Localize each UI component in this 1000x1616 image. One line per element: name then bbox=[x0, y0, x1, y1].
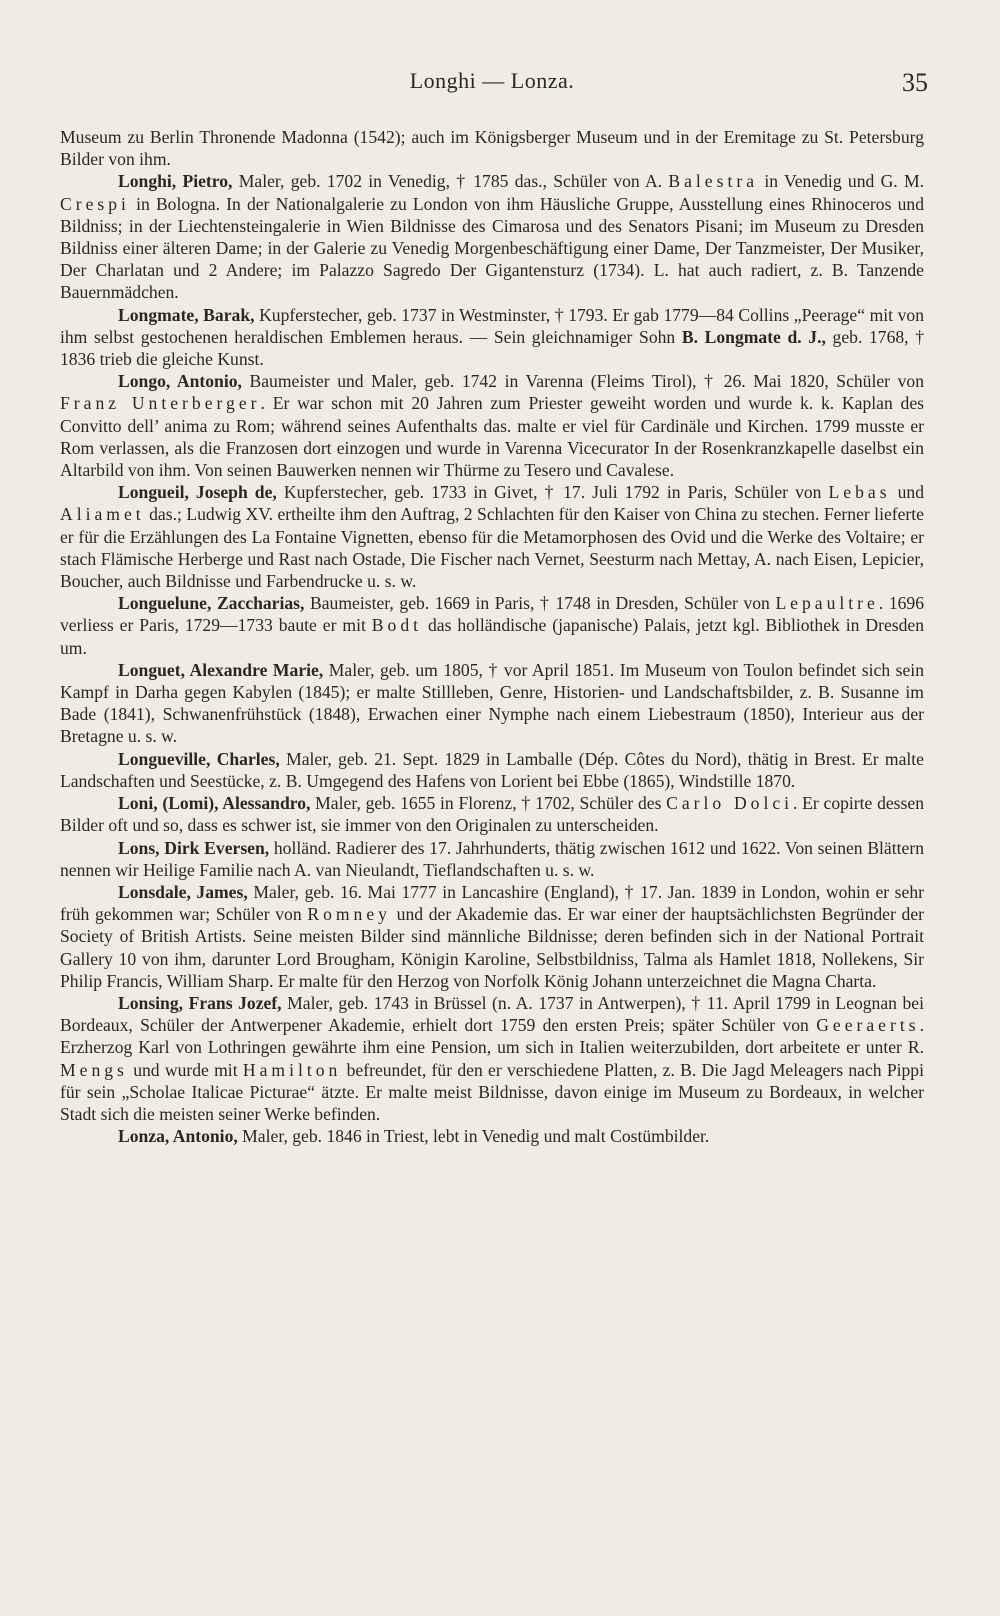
entry-headword: Lonza, Antonio, bbox=[118, 1126, 238, 1147]
dictionary-entry bbox=[60, 748, 924, 792]
entry-text: in Bologna. In der Nationalgalerie zu London von ihm Häusliche Gruppe, Ausstellung eines Rhinoceros und Bildniss; in der Liechtensteingalerie in Wien Bildnisse des Cimarosa und des Senators Pisani; im Museum zu Dresden Bildniss einer älteren Dame; in der Galerie zu Venedig Morgenbeschäftigung einer Dame, Der Tanzmeister, Der Musiker, Der Charlatan und 2 Andere; im Palazzo Sagredo Der Gigantensturz (1734). L. hat auch radiert, z. B. Tanzende Bauernmädchen. bbox=[60, 193, 924, 303]
entry-headword: Lonsdale, James, bbox=[118, 881, 248, 902]
entry-text: . Er war schon mit 20 Jahren zum Priester geweiht worden und wurde k. k. Kaplan des Convitto dell’ anima zu Rom; während seines Aufenthalts das. malte er viel für Cardinäle und Kirchen. 1799 musste er Rom verlassen, als die Franzosen dort einzogen und wurde in Varenna Vicecurator In der Rosenkranzkapelle daselbst ein Altarbild von ihm. Von seinen Bauwerken nennen wir Thürme zu Tesero und Cavalese. bbox=[60, 393, 924, 481]
entry-headword: Longmate, Barak, bbox=[118, 304, 255, 325]
entry-text: Maler, geb. 21. Sept. 1829 in Lamballe (Dép. Côtes du Nord), thätig in Brest. Er malte Landschaften und Seestücke, z. B. Umgegend des Hafens von Lorient bei Ebbe (1865), Windstille 1870. bbox=[60, 748, 924, 791]
spaced-name: Mengs bbox=[60, 1059, 128, 1080]
spaced-name: Crespi bbox=[60, 193, 130, 214]
page-header bbox=[60, 68, 928, 108]
dictionary-entry bbox=[60, 837, 924, 881]
page-number: 35 bbox=[902, 68, 928, 97]
entry-headword: Longo, Antonio, bbox=[118, 371, 242, 392]
spaced-name: Bodt bbox=[371, 615, 423, 636]
entry-headword: Loni, (Lomi), Alessandro, bbox=[118, 793, 311, 814]
entry-text: Kupferstecher, geb. 1737 in Westminster, † 1793. Er gab 1779—84 Collins „Peerage“ mit von ihm selbst gestochenen heraldischen Emblemen heraus. — Sein gleichnamiger Sohn bbox=[60, 304, 925, 347]
entry-text: und bbox=[890, 482, 924, 503]
entry-text: geb. 1768, † 1836 trieb die gleiche Kunst. bbox=[60, 326, 924, 370]
dictionary-entry bbox=[60, 792, 924, 836]
spaced-name: Lebas bbox=[828, 482, 891, 503]
continued-text bbox=[60, 126, 924, 170]
entry-text: holländ. Radierer des 17. Jahrhunderts, thätig zwischen 1612 und 1622. Von seinen Blättern nennen wir Heilige Familie nach A. van Nieulandt, Tieflandschaften u. s. w. bbox=[60, 837, 924, 880]
entry-text: das holländische (japanische) Palais, jetzt kgl. Bibliothek in Dresden um. bbox=[60, 615, 925, 658]
spaced-name: Aliamet bbox=[60, 504, 145, 525]
spaced-name: Romney bbox=[307, 904, 391, 925]
entry-text: in Venedig und G. M. bbox=[758, 171, 925, 192]
spaced-name: Hamilton bbox=[242, 1059, 342, 1080]
dictionary-entry bbox=[60, 170, 924, 303]
spaced-name: Franz Unterberger bbox=[60, 393, 261, 414]
entry-text: . Er copirte dessen Bilder oft und so, dass es schwer ist, sie immer von den Originalen zu unterscheiden. bbox=[60, 793, 924, 836]
entry-text: Baumeister, geb. 1669 in Paris, † 1748 in Dresden, Schüler von bbox=[304, 593, 776, 614]
entry-text: Maler, geb. 1846 in Triest, lebt in Venedig und malt Costümbilder. bbox=[237, 1126, 710, 1147]
dictionary-entry bbox=[60, 370, 924, 481]
entry-headword: Longuelune, Zaccharias, bbox=[118, 593, 305, 614]
dictionary-entry bbox=[60, 592, 924, 659]
entry-text: und wurde mit bbox=[127, 1059, 243, 1080]
entry-headword: Lons, Dirk Eversen, bbox=[118, 837, 270, 858]
entry-text: Maler, geb. 1702 in Venedig, † 1785 das., Schüler von A. bbox=[232, 171, 669, 192]
entry-text: Maler, geb. 16. Mai 1777 in Lancashire (England), † 17. Jan. 1839 in London, wohin er sehr früh gekommen war; Schüler von bbox=[60, 881, 924, 925]
dictionary-entry bbox=[60, 1125, 924, 1147]
dictionary-entry bbox=[60, 881, 924, 992]
dictionary-entry bbox=[60, 659, 924, 748]
entry-text: Baumeister und Maler, geb. 1742 in Varenna (Fleims Tirol), † 26. Mai 1820, Schüler von bbox=[241, 371, 924, 392]
entry-text: Maler, geb. um 1805, † vor April 1851. Im Museum von Toulon befindet sich sein Kampf in Darha gegen Kabylen (1845); er malte Stillleben, Genre, Historien- und Landschaftsbilder, z. B. Susanne im Bade (1841), Schwanenfrühstück (1848), Erwachen einer Nymphe nach einem Liebestraum (1850), Interieur aus der Bretagne u. s. w. bbox=[60, 659, 924, 747]
entry-text: Kupferstecher, geb. 1733 in Givet, † 17. Juli 1792 in Paris, Schüler von bbox=[276, 482, 829, 503]
entry-text: Maler, geb. 1743 in Brüssel (n. A. 1737 in Antwerpen), † 11. April 1799 in Leognan bei Bordeaux, Schüler der Antwerpener Akademie, erhielt dort 1759 den ersten Preis; später Schüler von bbox=[60, 992, 924, 1036]
entry-headword: Longhi, Pietro, bbox=[118, 171, 233, 192]
spaced-name: Carlo Dolci bbox=[666, 793, 794, 814]
entry-headword: Longuet, Alexandre Marie, bbox=[118, 659, 324, 680]
entry-text: und der Akademie das. Er war einer der hauptsächlichsten Begründer der Society of British Artists. Seine meisten Bilder sind männliche Bildnisse; deren befinden sich in der National Portrait Gallery 10 von ihm, darunter Lord Brougham, Königin Karoline, Selbstbildniss, Talma als Hamlet 1818, Nollekens, Sir Philip Francis, William Sharp. Er malte für den Herzog von Norfolk König Johann unterzeichnet die Magna Charta. bbox=[60, 904, 924, 991]
entry-text: befreundet, für den er verschiedene Platten, z. B. Die Jagd Meleagers nach Pippi für sein „Scholae Italicae Picturae“ ätzte. Er malte meist Bildnisse, davon einige im Museum zu Bordeaux, in welcher Stadt sich die meisten seiner Werke befinden. bbox=[60, 1059, 924, 1124]
entry-headword: Lonsing, Frans Jozef, bbox=[118, 992, 282, 1013]
entry-text: Maler, geb. 1655 in Florenz, † 1702, Schüler des bbox=[310, 793, 667, 814]
spaced-name: Geeraerts bbox=[816, 1015, 920, 1036]
dictionary-entry bbox=[60, 304, 924, 371]
entry-headword: Longueville, Charles, bbox=[118, 748, 280, 769]
spaced-name: Lepaultre bbox=[775, 593, 879, 614]
entry-text: . 1696 verliess er Paris, 1729—1733 baute er mit bbox=[60, 593, 925, 636]
dictionary-entry bbox=[60, 992, 924, 1125]
text-body bbox=[60, 126, 924, 1147]
running-head: Longhi — Lonza. bbox=[409, 68, 575, 93]
spaced-name: Balestra bbox=[668, 171, 759, 192]
dictionary-entry bbox=[60, 481, 924, 592]
entry-text: das.; Ludwig XV. ertheilte ihm den Auftrag, 2 Schlachten für den Kaiser von China zu stechen. Ferner lieferte er für die Erzählungen des La Fontaine Vignetten, ebenso für die Metamorphosen des Ovid und die Werke des Voltaire; er stach Flämische Herberge und Rast nach Ostade, Die Fischer nach Vernet, Seesturm nach Mettay, A. nach Eisen, Lepicier, Boucher, auch Bildnisse und Farbendrucke u. s. w. bbox=[60, 504, 924, 592]
entry-headword: B. Longmate d. J., bbox=[681, 326, 826, 347]
entry-text: Museum zu Berlin Thronende Madonna (1542); auch im Königsberger Museum und in der Eremitage zu St. Petersburg Bilder von ihm. bbox=[60, 127, 924, 170]
entry-text: . Erzherzog Karl von Lothringen gewährte ihm eine Pension, um sich in Italien weiterzubilden, dort arbeitete er unter R. bbox=[60, 1015, 924, 1058]
entry-headword: Longueil, Joseph de, bbox=[118, 482, 277, 503]
